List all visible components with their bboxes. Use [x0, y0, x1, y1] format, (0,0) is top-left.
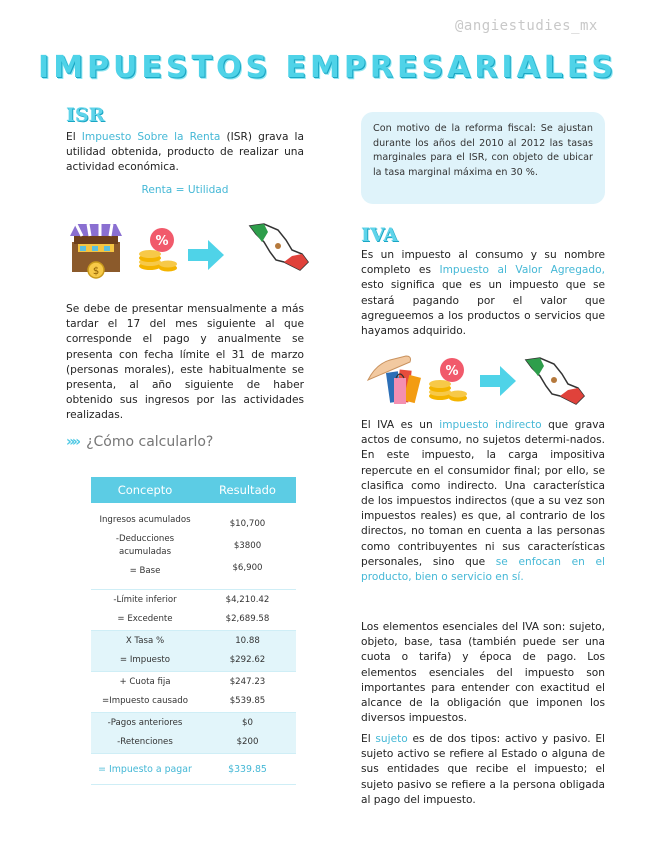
arrow-right-icon-2 [478, 364, 518, 398]
cell-text: = Excedente [117, 614, 173, 624]
table-row [91, 503, 296, 590]
coins-percent-icon-2 [426, 356, 470, 404]
table-cell-resultado: $339.85 [199, 754, 296, 785]
iva-text-2: esto significa que es un impuesto que se estará pagando por el valor que agregueemos a los productos o servicios que hayamos adquirido. [361, 279, 605, 338]
table-cell-concepto [91, 672, 199, 713]
iva-link: Impuesto al Valor Agregado, [439, 264, 605, 277]
arrow-right-icon [186, 238, 226, 272]
table-cell-concepto: = Impuesto a pagar [91, 754, 199, 785]
table-cell-concepto [91, 631, 199, 672]
iva-text-2: es de dos tipos: activo y pasivo. El sujeto activo se refiere al Estado o alguna de sus entidades que recibe el impuesto; el sujeto pasivo se refiere a la persona obligada al pago del impuesto. [361, 733, 605, 806]
iva-paragraph-2 [361, 418, 605, 585]
chevron-double-icon: »» [66, 434, 79, 450]
table-cell-resultado [199, 672, 296, 713]
isr-intro-text-2: (ISR) grava la utilidad obtenida, producto de realizar una actividad económica. [66, 131, 304, 174]
table-row [91, 754, 296, 785]
iva-text: El IVA es un [361, 419, 440, 431]
cell-text: Ingresos acumulados [99, 515, 191, 525]
page-title: IMPUESTOS EMPRESARIALES [38, 50, 617, 85]
table-row [91, 590, 296, 631]
iva-paragraph-1 [361, 248, 605, 339]
iva-link-sujeto: sujeto [375, 733, 408, 745]
cell-value: $292.62 [229, 655, 266, 665]
percent-glyph: % [155, 234, 169, 249]
iva-text-2: que grava actos de consumo, no sujetos determi-nados. En este impuesto, la carga impositiva repercute en el consumidor final; por ello, se clasifica como indirecto. Una característica de los impuestos indirectos (que a su vez son impuestos reales) es que, al contrario de los directos, no toman en cuenta a las personas como contribuyentes ni sus características personales, sino que [361, 419, 605, 568]
cell-text: -Deducciones acumuladas [115, 534, 175, 557]
shopping-bags-icon [366, 350, 428, 408]
table-row [91, 631, 296, 672]
iva-link-producto: se enfocan en el producto, bien o servicio en sí. [361, 555, 605, 584]
isr-formula: Renta = Utilidad [141, 184, 229, 196]
cell-text: X Tasa % [125, 636, 165, 646]
coins-percent-icon [136, 226, 180, 274]
table-row [91, 713, 296, 754]
isr-calculation-table [91, 477, 296, 785]
cell-value: $10,700 [229, 518, 266, 529]
table-cell-concepto [91, 713, 199, 754]
author-handle: @angiestudies_mx [455, 18, 598, 34]
dollar-glyph: $ [92, 266, 100, 277]
isr-intro-text: El [66, 131, 82, 143]
cell-text: -Retenciones [117, 737, 173, 747]
table-cell-resultado [199, 503, 296, 590]
cell-text: -Límite inferior [113, 595, 177, 605]
cell-value: $247.23 [229, 677, 266, 687]
iva-paragraph-4 [361, 732, 605, 808]
table-cell-resultado [199, 713, 296, 754]
mexico-map-icon-2 [524, 356, 586, 408]
cell-text: + Cuota fija [119, 677, 171, 687]
calc-title-text: ¿Cómo calcularlo? [86, 434, 214, 450]
cell-value: $200 [236, 737, 259, 747]
iva-heading: IVA [361, 224, 398, 246]
market-stall-icon [66, 220, 126, 280]
cell-value: $6,900 [232, 562, 263, 573]
cell-text: = Base [129, 566, 161, 576]
isr-paragraph: Se debe de presentar mensualmente a más tardar el 17 del mes siguiente al que corresponde el pago y anualmente se presenta con fecha límite el 31 de marzo (personas morales), este habitualmente se presenta, al año siguiente de haber obtenido sus ingresos por las actividades realizadas. [66, 303, 304, 422]
isr-callout: Con motivo de la reforma fiscal: Se ajustan durante los años del 2010 al 2012 las tasas marginales para el ISR, con objeto de ubicar la tasa marginal máxima en 30 %. [361, 112, 605, 204]
table-header-resultado: Resultado [199, 477, 296, 503]
cell-value: $2,689.58 [225, 614, 270, 624]
table-cell-resultado [199, 631, 296, 672]
percent-glyph-2: % [445, 364, 459, 379]
mexico-map-icon [248, 222, 310, 274]
table-cell-concepto [91, 590, 199, 631]
table-cell-resultado [199, 590, 296, 631]
cell-value: $0 [242, 718, 253, 728]
cell-text: = Impuesto [119, 655, 171, 665]
cell-value: $539.85 [229, 696, 266, 706]
isr-heading: ISR [66, 104, 105, 126]
iva-paragraph-3: Los elementos esenciales del IVA son: sujeto, objeto, base, tasa (también puede ser una cuota o tarifa) y época de pago. Los elementos esenciales del impuesto son importantes para entender con exactitud el alcance de la obligación que imponen los diversos impuestos. [361, 621, 605, 725]
cell-value: 10.88 [235, 636, 260, 646]
cell-text: -Pagos anteriores [107, 718, 183, 728]
iva-text: El [361, 733, 376, 745]
cell-value: $3800 [233, 540, 262, 551]
isr-intro [66, 130, 304, 176]
table-row [91, 672, 296, 713]
cell-value: $4,210.42 [225, 595, 270, 605]
cell-text: =Impuesto causado [101, 696, 189, 706]
iva-text: Es un impuesto al consumo y su nombre completo es [361, 249, 605, 277]
isr-link: Impuesto Sobre la Renta [81, 131, 221, 143]
table-cell-concepto [91, 503, 199, 590]
calc-title [66, 434, 213, 450]
table-header-concepto: Concepto [91, 477, 199, 503]
iva-link-indirecto: impuesto indirecto [439, 419, 542, 431]
